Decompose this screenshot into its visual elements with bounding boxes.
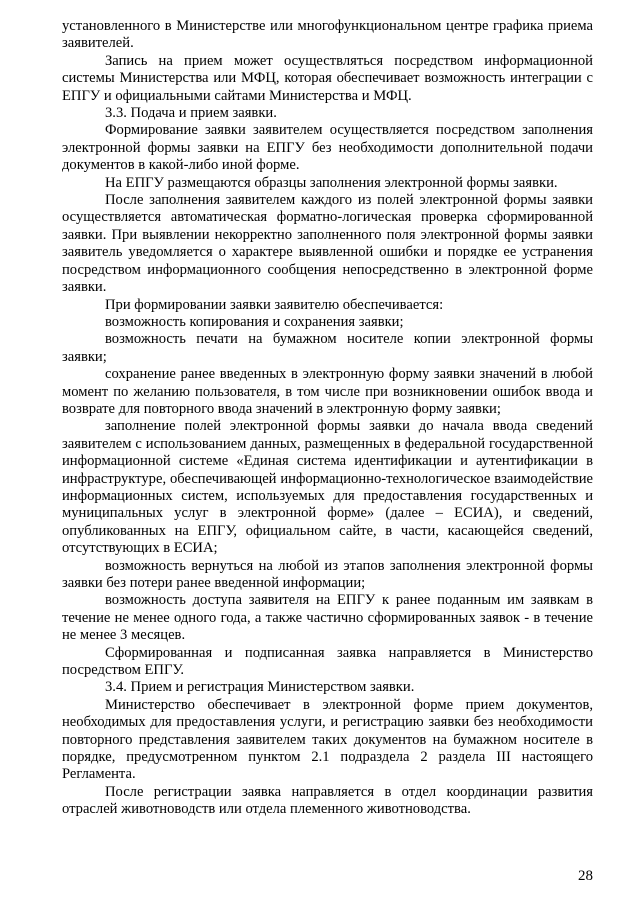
paragraph: После регистрации заявка направляется в отдел координации развития отраслей животноводств или отдела племенного животноводства. bbox=[62, 783, 593, 818]
paragraph: После заполнения заявителем каждого из полей электронной формы заявки осуществляется автоматическая форматно-логическая проверка сформированной заявки. При выявлении некорректно заполненного поля электронной формы заявки заявитель уведомляется о характере выявленной ошибки и порядке ее устранения посредством информационного сообщения непосредственно в электронной форме заявки. bbox=[62, 192, 593, 296]
list-item: заполнение полей электронной формы заявки до начала ввода сведений заявителем с использованием данных, размещенных в федеральной государственной информационной системе «Единая система идентификации и аутентификации в инфраструктуре, обеспечивающей информационно-технологическое взаимодействие информационных систем, используемых для предоставления государственных и муниципальных услуг в электронной форме» (далее – ЕСИА), и сведений, опубликованных на ЕПГУ, официальном сайте, в части, касающейся сведений, отсутствующих в ЕСИА; bbox=[62, 418, 593, 557]
paragraph: установленного в Министерстве или многофункциональном центре графика приема заявителей. bbox=[62, 18, 593, 52]
list-item: возможность доступа заявителя на ЕПГУ к ранее поданным им заявкам в течение не менее одного года, а также частично сформированных заявок - в течение не менее 3 месяцев. bbox=[62, 592, 593, 644]
list-item: возможность печати на бумажном носителе копии электронной формы заявки; bbox=[62, 331, 593, 365]
list-item: возможность копирования и сохранения заявки; bbox=[105, 313, 404, 330]
paragraph: На ЕПГУ размещаются образцы заполнения электронной формы заявки. bbox=[105, 174, 558, 191]
section-heading: 3.4. Прием и регистрация Министерством заявки. bbox=[105, 679, 415, 696]
section-heading: 3.3. Подача и прием заявки. bbox=[105, 105, 277, 122]
paragraph: Запись на прием может осуществляться посредством информационной системы Министерства или МФЦ, которая обеспечивает возможность интеграции с ЕПГУ и официальными сайтами Министерства и МФЦ. bbox=[62, 52, 593, 104]
page-number: 28 bbox=[578, 868, 593, 884]
paragraph: При формировании заявки заявителю обеспечивается: bbox=[105, 296, 444, 313]
list-item: возможность вернуться на любой из этапов заполнения электронной формы заявки без потери ранее введенной информации; bbox=[62, 557, 593, 591]
list-item: сохранение ранее введенных в электронную форму заявки значений в любой момент по желанию пользователя, в том числе при возникновении ошибок ввода и возврате для повторного ввода значений в электронную форму заявки; bbox=[62, 366, 593, 417]
paragraph: Министерство обеспечивает в электронной форме прием документов, необходимых для предоставления услуги, и регистрацию заявки без необходимости повторного представления заявителем таких документов на бумажном носителе в порядке, предусмотренном пунктом 2.1 подраздела 2 раздела III настоящего Регламента. bbox=[62, 696, 593, 783]
paragraph: Сформированная и подписанная заявка направляется в Министерство посредством ЕПГУ. bbox=[62, 644, 593, 679]
paragraph: Формирование заявки заявителем осуществляется посредством заполнения электронной формы заявки на ЕПГУ без необходимости дополнительной подачи документов в какой-либо иной форме. bbox=[62, 122, 593, 174]
